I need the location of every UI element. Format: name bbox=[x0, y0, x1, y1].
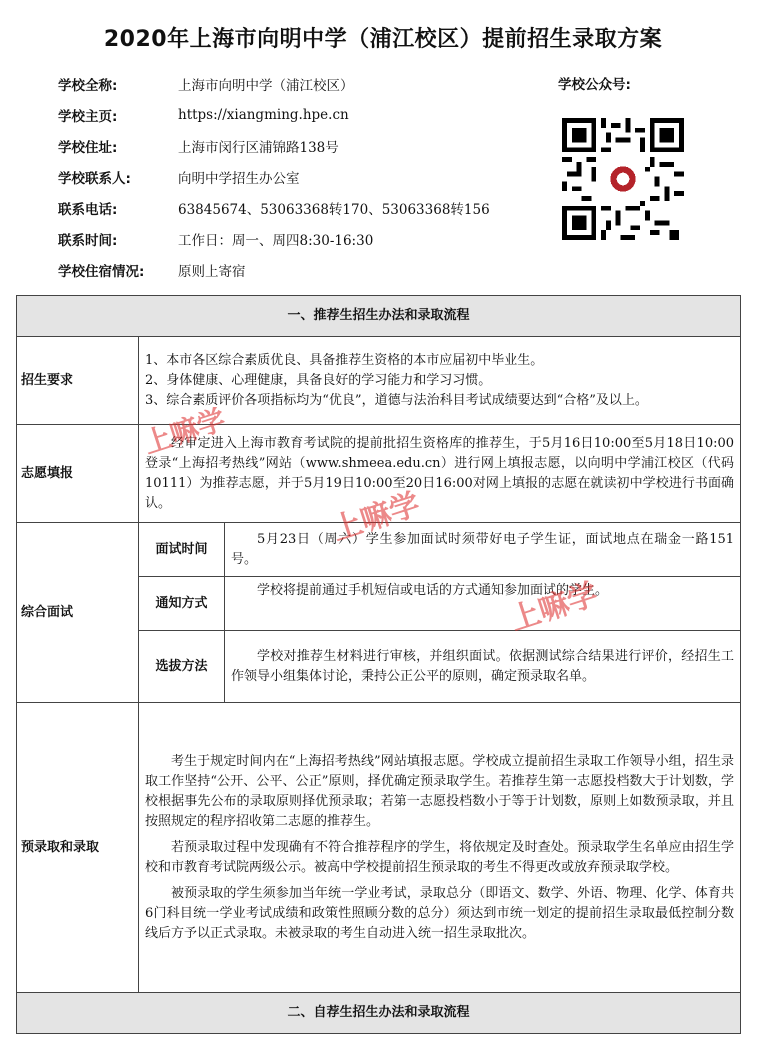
watermark: 上嘛学 bbox=[327, 486, 425, 548]
interview-method-cell bbox=[225, 631, 741, 703]
admission-table bbox=[16, 295, 741, 1034]
application-text: 经审定进入上海市教育考试院的提前批招生资格库的推荐生，于5月16日10:00至5月18日10:00登录“上海招考热线”网站（www.shmeea.edu.cn）进行网上填报志愿，以向明中学浦江校区（代码10111）为推荐志愿，并于5月19日10:00至20日16:00对网上填报的志愿在就读初中学校进行书面确认。 bbox=[145, 435, 735, 511]
info-value: 上海市向明中学（浦江校区） bbox=[178, 78, 354, 94]
info-value: 原则上寄宿 bbox=[178, 264, 246, 280]
interview-notice-text: 学校将提前通过手机短信或电话的方式通知参加面试的学生。 bbox=[257, 583, 609, 598]
requirements-cell bbox=[139, 337, 741, 425]
admission-paragraph: 被预录取的学生须参加当年统一学业考试，录取总分（即语文、数学、外语、物理、化学、体育共6门科目统一学业考试成绩和政策性照顾分数的总分）须达到市统一划定的提前招生录取最低控制分数线后方予以正式录取。未被录取的考生自动进入统一招生录取批次。 bbox=[145, 885, 735, 941]
info-label: 学校联系人: bbox=[58, 171, 131, 187]
admission-paragraph: 若预录取过程中发现确有不符合推荐程序的学生，将依规定及时查处。预录取学生名单应由招生学校和市教育考试院两级公示。被高中学校提前招生预录取的考生不得更改或放弃预录取学校。 bbox=[145, 839, 735, 875]
section-1-title: 一、推荐生招生办法和录取流程 bbox=[17, 296, 741, 337]
page-title: 2020年上海市向明中学（浦江校区）提前招生录取方案 bbox=[103, 27, 663, 52]
requirement-item: 3、综合素质评价各项指标均为“优良”，道德与法治科目考试成绩要达到“合格”及以上。 bbox=[145, 392, 648, 408]
interview-time-cell bbox=[225, 523, 741, 577]
row-label-application: 志愿填报 bbox=[17, 425, 139, 523]
interview-sublabel-method: 选拔方法 bbox=[139, 631, 225, 703]
info-value: 向明中学招生办公室 bbox=[178, 171, 300, 187]
interview-notice-cell bbox=[225, 577, 741, 631]
info-value: 63845674、53063368转170、53063368转156 bbox=[178, 202, 490, 218]
interview-method-text: 学校对推荐生材料进行审核，并组织面试。依据测试综合结果进行评价，经招生工作领导小组集体讨论，秉持公正公平的原则，确定预录取名单。 bbox=[231, 648, 735, 684]
admission-paragraph: 考生于规定时间内在“上海招考热线”网站填报志愿。学校成立提前招生录取工作领导小组，招生录取工作坚持“公开、公平、公正”原则，择优确定预录取学生。若推荐生第一志愿投档数大于计划数，学校根据事先公布的录取原则择优预录取；若第一志愿投档数小于等于计划数，原则上如数预录取，并且按照规定的程序招收第二志愿的推荐生。 bbox=[145, 753, 735, 829]
info-label: 学校全称: bbox=[58, 78, 118, 94]
interview-time-text: 5月23日（周六）学生参加面试时须带好电子学生证，面试地点在瑞金一路151号。 bbox=[231, 531, 735, 567]
row-label-interview: 综合面试 bbox=[17, 523, 139, 703]
requirement-item: 2、身体健康、心理健康，具备良好的学习能力和学习习惯。 bbox=[145, 372, 492, 388]
homepage-link[interactable]: https://xiangming.hpe.cn bbox=[178, 107, 349, 123]
row-label-admission: 预录取和录取 bbox=[17, 703, 139, 993]
info-value: 工作日：周一、周四8:30-16:30 bbox=[178, 233, 374, 249]
info-value: 上海市闵行区浦锦路138号 bbox=[178, 140, 339, 156]
info-label: 学校主页: bbox=[58, 109, 118, 125]
info-label: 联系电话: bbox=[58, 202, 118, 218]
watermark: 上嘛学 bbox=[139, 402, 230, 461]
info-label: 学校住宿情况: bbox=[58, 264, 145, 280]
admission-cell bbox=[139, 703, 741, 993]
section-2-title: 二、自荐生招生办法和录取流程 bbox=[17, 993, 741, 1034]
watermark: 上嘛学 bbox=[505, 576, 603, 638]
info-label: 学校住址: bbox=[58, 140, 118, 156]
interview-sublabel-notice: 通知方式 bbox=[139, 577, 225, 631]
requirement-item: 1、本市各区综合素质优良、具备推荐生资格的本市应届初中毕业生。 bbox=[145, 352, 544, 368]
application-cell bbox=[139, 425, 741, 523]
qr-code-image bbox=[562, 118, 684, 240]
info-label: 联系时间: bbox=[58, 233, 118, 249]
interview-sublabel-time: 面试时间 bbox=[139, 523, 225, 577]
row-label-requirements: 招生要求 bbox=[17, 337, 139, 425]
wechat-label: 学校公众号: bbox=[558, 77, 631, 93]
